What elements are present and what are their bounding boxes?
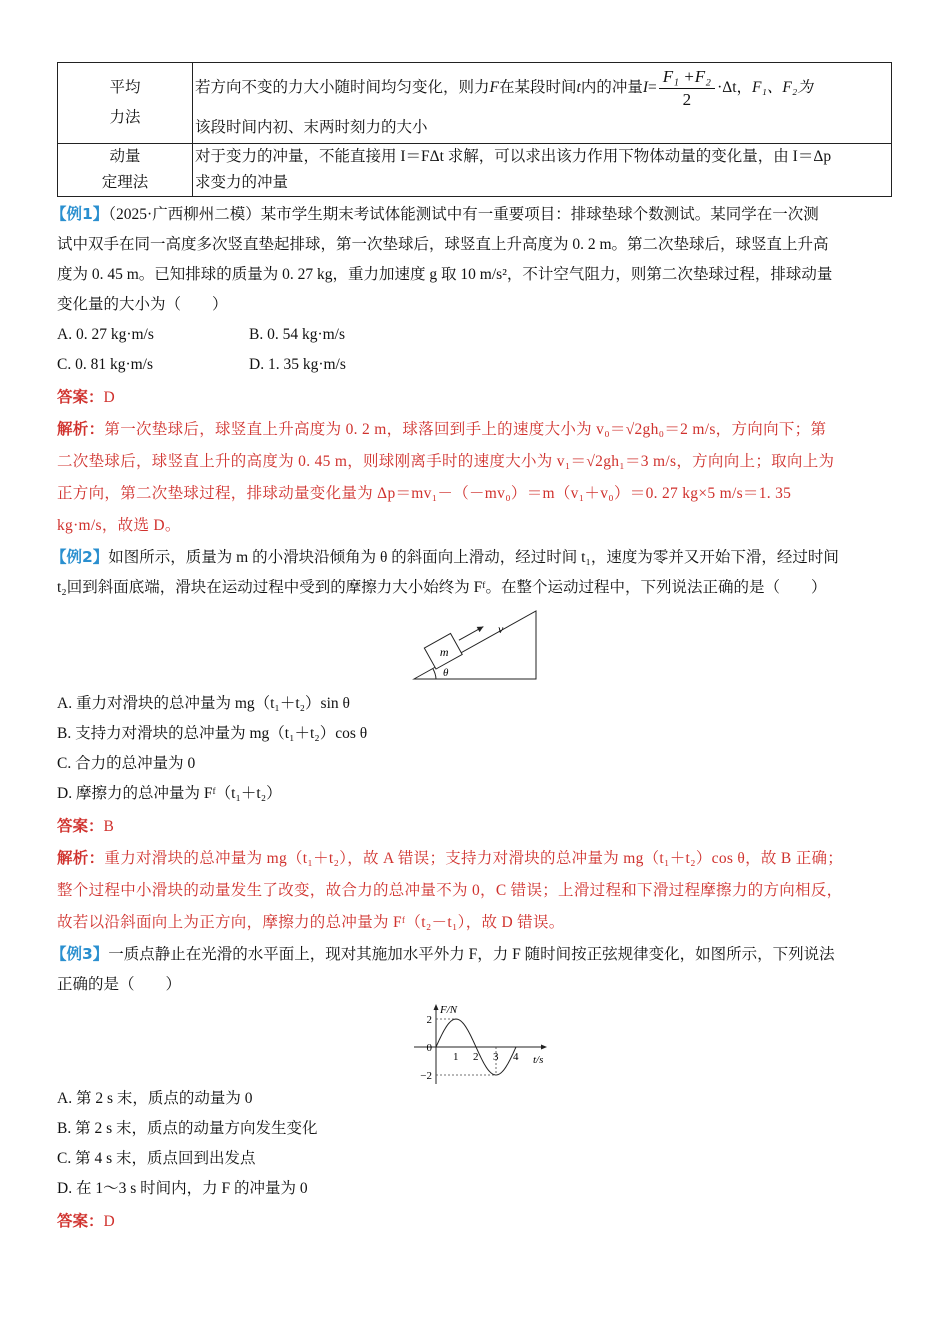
question-line: 度为 0. 45 m。已知排球的质量为 0. 27 kg，重力加速度 g 取 10 m/s²，不计空气阻力，则第二次垫球过程，排球动量: [57, 266, 833, 283]
analysis-line: 第一次垫球后，球竖直上升高度为 0. 2 m，球落回到手上的速度大小为 v₀＝√2gh₀＝2 m/s，方向向下；第: [104, 421, 827, 438]
y-axis-label: F/N: [439, 1004, 457, 1016]
option-d: D. 摩擦力的总冲量为 Fᶠ（t₁＋t₂）: [57, 785, 282, 802]
option-c: C. 0. 81 kg·m/s: [57, 356, 154, 373]
page-content: [51, 62, 892, 1237]
question-line: t₂回到斜面底端，滑块在运动过程中受到的摩擦力大小始终为 Fᶠ。在整个运动过程中，下列说法正确的是（ ）: [57, 579, 827, 596]
example-tag: 【例3】: [51, 945, 109, 963]
x-tick-label: 3: [492, 1051, 498, 1063]
desc-text: =: [648, 79, 657, 96]
question-line: 试中双手在同一高度多次竖直垫起排球，第一次垫球后，球竖直上升高度为 0. 2 m。第二次垫球后，球竖直上升高: [57, 236, 829, 253]
x-axis-arrow: [541, 1045, 547, 1050]
fraction-denominator: 2: [682, 89, 692, 109]
option-b: B. 第 2 s 末，质点的动量方向发生变化: [57, 1120, 318, 1137]
question-line: （2025·广西柳州二模）某市学生期末考试体能测试中有一重要项目：排球垫球个数测试。某同学在一次测: [108, 206, 819, 223]
method-table: [57, 62, 892, 197]
method-name-cell: [58, 63, 193, 144]
method-name-cell: [58, 144, 193, 197]
x-tick-label: 1: [452, 1051, 458, 1063]
question-line: 如图所示，质量为 m 的小滑块沿倾角为 θ 的斜面向上滑动，经过时间 t₁，速度为零并又开始下滑，经过时间: [108, 549, 839, 566]
answer-label: 答案：: [57, 1212, 104, 1230]
y-tick-label: 2: [426, 1014, 432, 1026]
answer-row: [57, 382, 892, 413]
x-tick-label: 4: [512, 1051, 518, 1063]
desc-text: 对于变力的冲量，不能直接用 I＝FΔt 求解，可以求出该力作用下物体动量的变化量，由 I＝Δp: [195, 148, 832, 165]
option-a: A. 0. 27 kg·m/s: [57, 326, 154, 343]
table-row: [58, 63, 892, 144]
desc-text: 在某段时间: [498, 79, 577, 96]
analysis-label: 解析：: [57, 420, 105, 438]
table-row: [58, 144, 892, 197]
analysis-label: 解析：: [57, 849, 105, 867]
desc-text: 若方向不变的力大小随时间均匀变化，则力: [195, 79, 490, 96]
arrow-head: [476, 624, 484, 632]
example-tag: 【例2】: [51, 548, 109, 566]
answer-row: [57, 811, 892, 842]
method-name: 定理法: [101, 174, 149, 191]
question-text: [51, 199, 892, 230]
analysis-line: 故若以沿斜面向上为正方向，摩擦力的总冲量为 Fᶠ（t₂－t₁），故 D 错误。: [57, 914, 565, 931]
desc-text: F₁、F₂为: [752, 79, 813, 96]
analysis-line: 重力对滑块的总冲量为 mg（t₁＋t₂），故 A 错误；支持力对滑块的总冲量为 mg（t₁＋t₂）cos θ，故 B 正确；: [104, 850, 844, 867]
method-name: 平均: [109, 79, 141, 96]
option-a: A. 重力对滑块的总冲量为 mg（t₁＋t₂）sin θ: [57, 695, 350, 712]
option-a: A. 第 2 s 末，质点的动量为 0: [57, 1090, 253, 1107]
y-axis-arrow: [433, 1004, 438, 1010]
analysis-line: 整个过程中小滑块的动量发生了改变，故合力的总冲量不为 0，C 错误；上滑过程和下滑过程摩擦力的方向相反，: [57, 882, 843, 899]
question-line: 变化量的大小为（ ）: [57, 296, 228, 313]
x-tick-label: 2: [472, 1051, 478, 1063]
question-text: [51, 542, 892, 573]
answer-value: B: [103, 818, 114, 835]
option-c: C. 第 4 s 末，质点回到出发点: [57, 1150, 256, 1167]
example-tag: 【例1】: [51, 205, 109, 223]
answer-label: 答案：: [57, 388, 104, 406]
method-name: 动量: [109, 148, 141, 165]
angle-label: θ: [442, 667, 448, 679]
force-time-figure: [57, 1002, 892, 1084]
analysis-line: 二次垫球后，球竖直上升的高度为 0. 45 m，则球刚离手时的速度大小为 v₁＝√2gh₁＝3 m/s，方向向上；取向上为: [57, 453, 835, 470]
method-desc-cell: [193, 144, 892, 197]
option-b: B. 支持力对滑块的总冲量为 mg（t₁＋t₂）cos θ: [57, 725, 368, 742]
option-b: B. 0. 54 kg·m/s: [249, 326, 346, 343]
angle-arc: [433, 669, 436, 679]
y-tick-label: −2: [419, 1070, 432, 1082]
analysis-line: kg·m/s，故选 D。: [57, 517, 181, 534]
desc-var: F: [489, 79, 499, 96]
method-name: 力法: [109, 109, 141, 126]
example-3: [51, 939, 892, 1237]
analysis: [57, 413, 892, 542]
question-line: 正确的是（ ）: [57, 976, 182, 993]
block-label: m: [439, 644, 449, 659]
x-axis-label: t/s: [532, 1054, 543, 1066]
option-c: C. 合力的总冲量为 0: [57, 755, 196, 772]
y-tick-label: 0: [426, 1042, 432, 1054]
answer-value: D: [103, 1213, 115, 1230]
question-text: [51, 939, 892, 970]
example-2: [51, 542, 892, 939]
desc-var: I: [642, 79, 648, 96]
force-time-chart: [400, 1002, 550, 1086]
option-d: D. 1. 35 kg·m/s: [249, 356, 346, 373]
options-grid: [57, 320, 892, 380]
desc-text: 该段时间内初、末两时刻力的大小: [195, 119, 428, 136]
desc-text: 求变力的冲量: [195, 174, 289, 191]
question-line: 一质点静止在光滑的水平面上，现对其施加水平外力 F，力 F 随时间按正弦规律变化，如图所示，下列说法: [108, 946, 835, 963]
incline-diagram: [410, 607, 540, 683]
fraction-numerator: F₁ +F₂: [659, 66, 715, 89]
velocity-label: v: [497, 622, 503, 636]
answer-row: [57, 1206, 892, 1237]
analysis: [57, 842, 892, 939]
answer-label: 答案：: [57, 817, 104, 835]
incline-figure: [57, 607, 892, 689]
option-d: D. 在 1～3 s 时间内，力 F 的冲量为 0: [57, 1180, 308, 1197]
desc-text: ·Δt，: [717, 79, 752, 96]
fraction: [659, 66, 715, 111]
analysis-line: 正方向，第二次垫球过程，排球动量变化量为 Δp＝mv₁－（－mv₀）＝m（v₁＋v₀）＝0. 27 kg×5 m/s＝1. 35: [57, 485, 792, 502]
desc-text: 内的冲量: [580, 79, 643, 96]
example-1: [51, 199, 892, 542]
method-desc-cell: [193, 63, 892, 144]
desc-var: t: [576, 79, 581, 96]
answer-value: D: [103, 389, 115, 406]
